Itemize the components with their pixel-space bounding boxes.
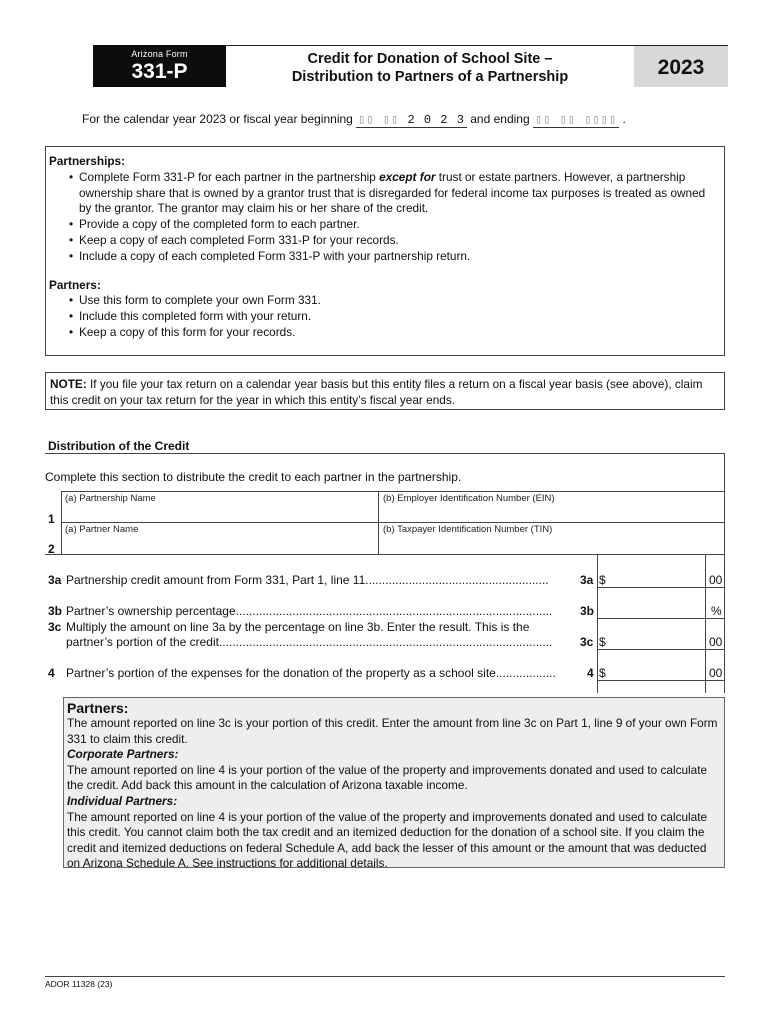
partners-info-text: The amount reported on line 3c is your portion of this credit. Enter the amount from line 3c on Part 1, line 9 of your own Form 331 to claim this credit. (67, 716, 718, 746)
line-3b-number: 3b (48, 604, 63, 618)
form-number: 331-P (131, 60, 188, 83)
line-4-ref: 4 (587, 666, 594, 680)
distribution-title: Distribution of the Credit (48, 439, 190, 453)
line-3a-amount-field[interactable] (608, 570, 704, 586)
form-prefix: Arizona Form (131, 49, 188, 59)
dollar-sign: $ (599, 666, 606, 680)
fiscal-year-end-field[interactable]: ▯▯ ▯▯ ▯▯▯▯ (534, 113, 618, 127)
partnerships-list (49, 170, 720, 265)
form-title-line2: Distribution to Partners of a Partnership (291, 69, 569, 85)
line-3c-text2: partner’s portion of the credit.................................................................................................... (66, 635, 553, 649)
cents-label: 00 (709, 666, 723, 680)
grid-line (61, 491, 725, 492)
percent-sign: % (711, 604, 722, 618)
grid-line (597, 587, 725, 588)
corporate-partners-text: The amount reported on line 4 is your portion of the value of the property and improvements donated and used to calculate the credit. Add back this amount in the calculation of Arizona taxable income. (67, 762, 708, 793)
grid-line (597, 680, 725, 681)
grid-line (45, 554, 725, 555)
partnership-name-field[interactable] (62, 505, 377, 521)
fiscal-year-begin-field[interactable]: ▯▯ ▯▯ 2 0 2 3 (358, 113, 465, 127)
row-number-1: 1 (48, 512, 55, 526)
cents-label: 00 (709, 635, 723, 649)
line-3a-ref: 3a (580, 573, 594, 587)
fiscal-year-begin-value: 2 0 2 3 (407, 113, 465, 127)
row-number-2: 2 (48, 542, 55, 556)
line-4-amount-field[interactable] (608, 663, 704, 679)
line-3c-amount-field[interactable] (608, 632, 704, 648)
partnerships-item: • Include a copy of each completed Form 331-P with your partnership return. (69, 249, 720, 265)
line-3a-text: Partnership credit amount from Form 331, Part 1, line 11....................................................... (66, 573, 549, 587)
line-3c-text1: Multiply the amount on line 3a by the percentage on line 3b. Enter the result. This is the (66, 620, 530, 634)
partners-info-heading: Partners: (67, 700, 129, 716)
note-label: NOTE: (50, 377, 87, 391)
line-3b-percent-field[interactable] (599, 601, 704, 617)
partners-info-box (63, 697, 725, 871)
line-3c-number: 3c (48, 620, 62, 634)
corporate-partners-heading: Corporate Partners: (67, 747, 179, 762)
partners-heading: Partners: (49, 277, 101, 292)
cents-label: 00 (709, 573, 723, 587)
partnerships-item: • Keep a copy of each completed Form 331-P for your records. (69, 233, 720, 249)
partners-item: • Keep a copy of this form for your records. (69, 325, 720, 341)
ein-label: (b) Employer Identification Number (EIN) (383, 493, 555, 504)
form-title-line1: Credit for Donation of School Site – (307, 51, 553, 67)
grid-line (597, 618, 725, 619)
partnership-name-label: (a) Partnership Name (65, 493, 156, 504)
note-text: If you file your tax return on a calendar year basis but this entity files a return on a fiscal year basis (see above), claim this credit on your tax return for the year in which this entity’s fiscal year ends. (50, 377, 703, 407)
grid-line (61, 522, 725, 523)
grid-line (597, 555, 598, 693)
individual-partners-heading: Individual Partners: (67, 793, 178, 808)
fiscal-year-line (82, 112, 626, 128)
ein-field[interactable] (379, 505, 724, 521)
grid-line (597, 649, 725, 650)
line-3a-number: 3a (48, 573, 62, 587)
partners-item: • Include this completed form with your return. (69, 309, 720, 325)
distribution-intro: Complete this section to distribute the credit to each partner in the partnership. (45, 470, 462, 484)
fiscal-year-text-before: For the calendar year 2023 or fiscal year beginning (82, 112, 353, 126)
line-3b-ref: 3b (580, 604, 595, 618)
partnerships-item: • Complete Form 331-P for each partner in the partnership except for trust or estate partners. However, a partnership ownership share that is owned by a grantor trust that is disregarded for federal income tax purposes is treated as owned by the grantor. The grantor may claim his or her share of the credit. (69, 170, 720, 217)
line-4-number: 4 (48, 666, 55, 680)
individual-partners-text: The amount reported on line 4 is your portion of the value of the property and improvements donated and used to calculate this credit. You cannot claim both the tax credit and an itemized deduction for the donation of a school site. If you claim the credit and itemized deductions on federal Schedule A, add back the lesser of this amount or the amount that was deducted on Arizona Schedule A. See instructions for additional details. (67, 809, 708, 871)
dollar-sign: $ (599, 635, 606, 649)
fiscal-year-text-end: . (622, 112, 626, 126)
form-title (226, 45, 634, 87)
partners-item: • Use this form to complete your own Form 331. (69, 293, 720, 309)
tin-field[interactable] (379, 536, 724, 553)
footer-rule (45, 976, 725, 977)
line-4-text: Partner’s portion of the expenses for the donation of the property as a school site.................. (66, 666, 556, 680)
fiscal-year-text-middle: and ending (470, 112, 530, 126)
partnerships-item: • Provide a copy of the completed form to each partner. (69, 217, 720, 233)
instructions-box (45, 146, 725, 356)
dollar-sign: $ (599, 573, 606, 587)
partner-name-label: (a) Partner Name (65, 524, 139, 535)
partners-list (49, 293, 720, 340)
note-box (45, 372, 725, 410)
form-code: ADOR 11328 (23) (45, 979, 113, 989)
line-3c-ref: 3c (580, 635, 594, 649)
partner-name-field[interactable] (62, 536, 377, 553)
partnerships-heading: Partnerships: (49, 154, 126, 168)
grid-line (705, 555, 706, 693)
tax-year: 2023 (634, 45, 728, 87)
tin-label: (b) Taxpayer Identification Number (TIN) (383, 524, 553, 535)
line-3b-text: Partner’s ownership percentage............................................................................................... (66, 604, 553, 618)
form-number-badge (93, 45, 226, 87)
